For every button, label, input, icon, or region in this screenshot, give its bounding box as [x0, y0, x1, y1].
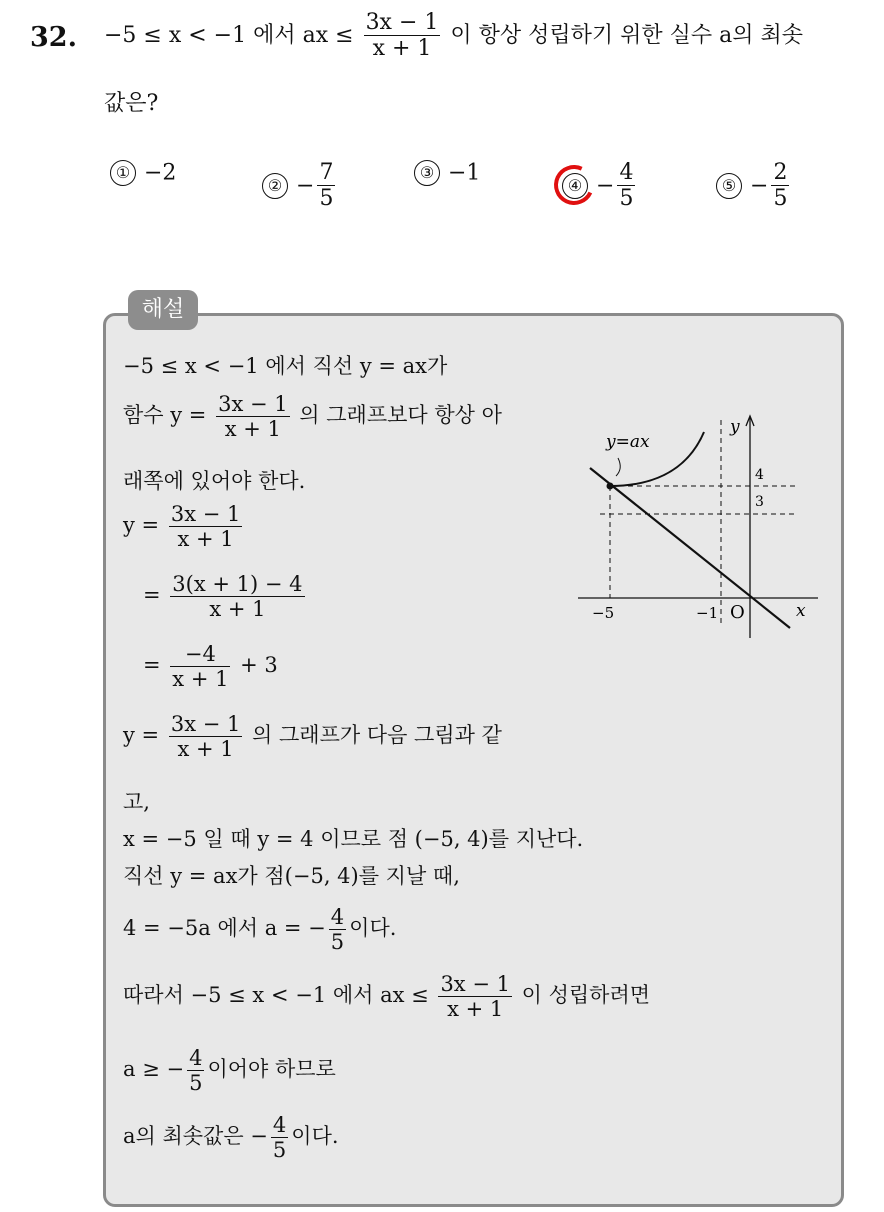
text: + 3	[240, 653, 278, 678]
line-label: y=ax	[606, 432, 650, 452]
choice-number: ⑤	[716, 173, 742, 199]
fraction-numerator: 3x − 1	[365, 10, 439, 35]
solution-line-1: −5 ≤ x < −1 에서 직선 y = ax가	[123, 354, 448, 378]
fraction-numerator: 4	[272, 1113, 287, 1137]
fraction-numerator: 4	[330, 905, 345, 929]
fraction	[271, 1113, 288, 1162]
solution-line-9: x = −5 일 때 y = 4 이므로 점 (−5, 4)를 지난다.	[123, 827, 584, 851]
tick-label-3: 3	[755, 494, 764, 510]
text: 함수 y =	[123, 403, 207, 428]
choice-sign: −	[296, 173, 315, 199]
problem-text-line-1	[104, 10, 803, 62]
fraction-denominator: 5	[272, 1138, 287, 1163]
choice-5[interactable]	[716, 160, 792, 212]
choice-value: −2	[144, 160, 177, 186]
text: a ≥ −	[123, 1057, 185, 1082]
text: y =	[123, 723, 160, 748]
text: 이 성립하려면	[521, 983, 651, 1008]
solution-line-8: 고,	[123, 790, 150, 814]
solution-line-12	[123, 972, 650, 1021]
fraction-denominator: 5	[319, 186, 334, 212]
fraction	[170, 572, 304, 621]
solution-line-7	[123, 712, 502, 761]
problem-number: 32.	[30, 22, 77, 53]
text: 4 = −5a 에서 a = −	[123, 916, 326, 941]
fraction	[187, 1046, 204, 1095]
fraction-denominator: 5	[330, 930, 345, 955]
fraction-denominator: 5	[189, 1071, 203, 1096]
choice-value: −1	[448, 160, 481, 186]
fraction	[216, 392, 290, 441]
line-y-ax	[590, 468, 790, 628]
choice-number: ④	[562, 173, 588, 199]
text: 따라서 −5 ≤ x < −1 에서 ax ≤	[123, 983, 429, 1008]
fraction-numerator: 3x − 1	[170, 502, 241, 526]
fraction-numerator: 4	[619, 160, 634, 185]
fraction-numerator: 2	[773, 160, 788, 185]
choice-3[interactable]	[414, 160, 480, 186]
fraction-denominator: 5	[619, 186, 634, 212]
tick-label-4: 4	[755, 467, 764, 483]
choice-fraction	[771, 160, 789, 212]
text: =	[143, 653, 161, 678]
choice-number: ②	[262, 173, 288, 199]
text: 의 그래프보다 항상 아	[299, 403, 502, 428]
text: a의 최솟값은 −	[123, 1124, 268, 1149]
solution-line-10: 직선 y = ax가 점(−5, 4)를 지날 때,	[123, 864, 460, 888]
fraction-denominator: x + 1	[177, 527, 234, 552]
text: =	[143, 583, 161, 608]
origin-label: O	[730, 602, 745, 623]
fraction-denominator: x + 1	[172, 667, 229, 692]
solution-line-13	[123, 1046, 336, 1095]
solution-label: 해설	[128, 290, 198, 330]
text: 이다.	[291, 1124, 339, 1149]
problem-fraction	[364, 10, 441, 62]
fraction	[169, 502, 243, 551]
text: 이어야 하므로	[207, 1057, 336, 1082]
text: 이다.	[349, 916, 397, 941]
solution-line-6	[143, 642, 278, 691]
fraction-denominator: x + 1	[209, 597, 266, 622]
choice-fraction	[317, 160, 335, 212]
fraction	[170, 642, 230, 691]
fraction-denominator: x + 1	[372, 36, 432, 62]
choice-2[interactable]	[262, 160, 338, 212]
solution-line-11	[123, 905, 396, 954]
problem-condition: −5 ≤ x < −1 에서 ax ≤	[104, 22, 354, 48]
fraction-numerator: −4	[170, 642, 230, 667]
fraction-numerator: 3(x + 1) − 4	[172, 572, 303, 596]
choice-number: ③	[414, 160, 440, 186]
fraction-denominator: x + 1	[177, 737, 234, 762]
solution-line-14	[123, 1113, 339, 1162]
choice-1[interactable]	[110, 160, 176, 186]
solution-line-3: 래쪽에 있어야 한다.	[123, 469, 306, 493]
fraction	[329, 905, 346, 954]
fraction	[438, 972, 512, 1021]
function-graph	[578, 410, 828, 650]
text: y =	[123, 513, 160, 538]
text: 의 그래프가 다음 그림과 같	[252, 723, 502, 748]
fraction-numerator: 3x − 1	[218, 392, 288, 416]
solution-line-2	[123, 392, 502, 441]
choice-number: ①	[110, 160, 136, 186]
fraction-numerator: 3x − 1	[170, 712, 241, 736]
problem-question: 이 항상 성립하기 위한 실수 a의 최솟	[450, 22, 803, 48]
label-pointer	[616, 458, 620, 476]
fraction-denominator: 5	[773, 186, 788, 212]
fraction-numerator: 4	[189, 1046, 203, 1070]
fraction-denominator: x + 1	[447, 997, 504, 1022]
tick-label-m1: −1	[696, 604, 719, 622]
tick-label-m5: −5	[592, 604, 615, 622]
point-m5-4	[607, 483, 614, 490]
solution-line-5	[143, 572, 308, 621]
x-axis-label: x	[796, 601, 806, 621]
solution-line-4	[123, 502, 245, 551]
choice-sign: −	[596, 173, 615, 199]
fraction	[169, 712, 243, 761]
fraction-numerator: 7	[319, 160, 334, 185]
fraction-numerator: 3x − 1	[440, 972, 510, 996]
problem-text-line-2: 값은?	[104, 91, 159, 116]
y-axis-label: y	[730, 417, 740, 437]
choice-sign: −	[750, 173, 769, 199]
choice-fraction	[617, 160, 635, 212]
fraction-denominator: x + 1	[224, 417, 281, 442]
